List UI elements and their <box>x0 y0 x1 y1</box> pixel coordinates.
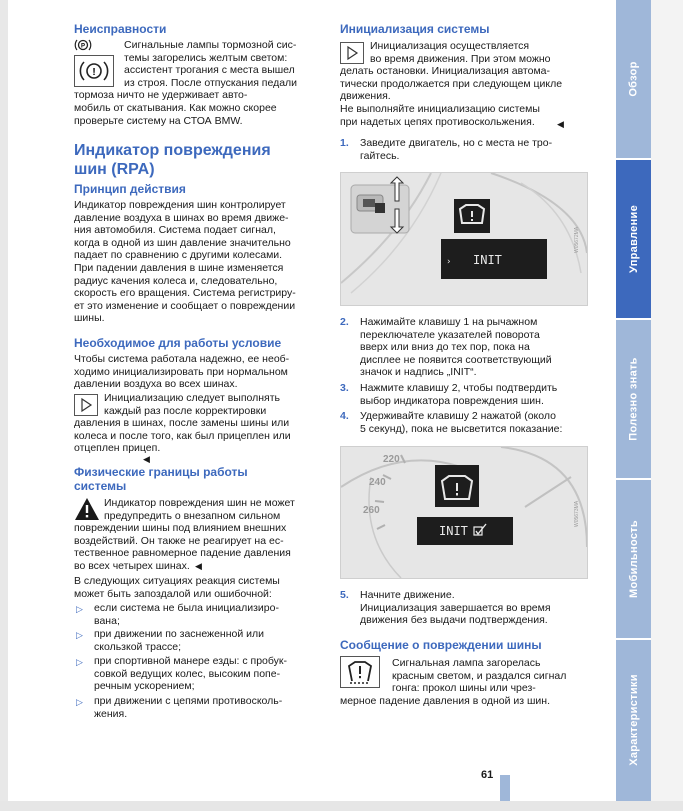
text-line: Индикатор повреждения шин контролирует <box>74 199 286 211</box>
bullet-icon: ▷ <box>76 630 83 640</box>
end-marker-icon: ◀ <box>557 119 564 129</box>
tab-label: Характеристики <box>627 674 640 766</box>
text-line: Нажмите клавишу 2, чтобы подтвердить <box>360 382 558 394</box>
svg-text:!: ! <box>92 67 96 78</box>
note-triangle-icon <box>74 394 98 416</box>
text-line: жения. <box>94 707 128 720</box>
text-line: предупредить о внезапном сильном <box>104 509 281 522</box>
tab-label: Управление <box>627 204 640 274</box>
list-item <box>94 628 324 653</box>
principle-heading: Принцип действия <box>74 182 186 196</box>
text-line: ходимо инициализировать при нормальном <box>74 365 288 378</box>
text-line: Индикатор повреждения шин не может <box>104 497 295 509</box>
text-line: при надетых цепях противоскольжения. <box>340 115 535 128</box>
list-item <box>94 655 324 693</box>
text-line: мерное падение давления в одной из шин. <box>340 694 550 707</box>
page-bottom-edge <box>0 801 683 811</box>
text-line: Сигнальные лампы тормозной сис- <box>124 39 297 51</box>
brake-warning-icon <box>74 55 114 87</box>
text-line: при движении с цепями противосколь- <box>94 695 283 707</box>
tab-controls[interactable] <box>616 160 651 318</box>
tab-useful[interactable] <box>616 320 651 478</box>
text-line: Инициализация завершается во время <box>360 601 551 614</box>
text-line: выбор индикатора повреждения шин. <box>360 394 544 407</box>
warning-triangle-icon <box>74 497 100 521</box>
text-line: При падении давления в шине изменяется <box>74 261 284 274</box>
display-init-text: INIT <box>473 253 502 267</box>
text-line: тормоза ничто не удерживает авто- <box>74 89 248 102</box>
tire-warning-icon <box>340 656 380 688</box>
display-init-text: INIT <box>439 524 468 538</box>
damage-text <box>340 657 592 707</box>
step-1 <box>360 137 590 162</box>
principle-text <box>74 199 324 325</box>
text-line: движения без выдачи подтверждения. <box>360 614 548 627</box>
init-heading: Инициализация системы <box>340 22 490 36</box>
faults-text-bottom <box>74 102 324 127</box>
text-line: может быть запоздалой или ошибочной: <box>74 587 272 600</box>
page-edge <box>0 0 8 811</box>
text-line: тически продолжается при следующем цикле <box>340 77 563 90</box>
tab-overview[interactable] <box>616 0 651 158</box>
bullet-icon: ▷ <box>76 604 83 614</box>
text-line: во время движения. При этом можно <box>370 52 551 65</box>
heading-line: системы <box>74 479 127 493</box>
step-5 <box>360 589 590 627</box>
dashboard-photo-1 <box>340 172 588 306</box>
text-line: речным ускорением; <box>94 680 195 693</box>
condition-text <box>74 353 324 391</box>
tab-label: Обзор <box>627 61 640 97</box>
text-line: отцеплен прицеп. <box>74 442 161 455</box>
text-line: Инициализацию следует выполнять <box>104 392 281 404</box>
text-line: В следующих ситуациях реакция системы <box>74 575 280 587</box>
chapter-tabs <box>616 0 651 801</box>
text-line: движения. <box>340 90 391 103</box>
text-line: значок и надпись „INIT“. <box>360 366 477 379</box>
text-line: во всех четырех шинах. <box>74 559 190 572</box>
text-line: красным светом, и раздался сигнал <box>392 669 567 682</box>
text-line: воздействий. Он также не реагирует на ес- <box>74 534 284 547</box>
step-4 <box>360 410 590 435</box>
text-line: каждый раз после корректировки <box>104 404 267 417</box>
page-gutter <box>651 0 683 811</box>
text-line: вана; <box>94 614 120 627</box>
text-line: из строя. После отпускания педали <box>124 76 298 89</box>
text-line: Инициализация осуществляется <box>370 40 530 52</box>
text-line: радиус качения колеса и, следовательно, <box>74 274 278 287</box>
gauge-label: 240 <box>369 477 386 488</box>
text-line: ассистент трогания с места вышел <box>124 64 295 77</box>
text-line: делать остановки. Инициализация автома- <box>340 65 551 78</box>
page-title <box>74 141 271 179</box>
bullet-icon: ▷ <box>76 657 83 667</box>
step-number: 5. <box>340 589 349 601</box>
list-item <box>94 602 324 627</box>
gauge-label: 260 <box>363 505 380 516</box>
page-number: 61 <box>481 769 494 781</box>
text-line: Сигнальная лампа загорелась <box>392 657 541 669</box>
title-line: шин (RPA) <box>74 161 155 178</box>
text-line: проверьте систему на СТОА BMW. <box>74 114 243 127</box>
dashboard-illustration <box>341 173 587 305</box>
tab-label: Мобильность <box>627 520 640 598</box>
text-line: давление воздуха в шинах во время движе- <box>74 211 289 224</box>
end-marker-icon: ◀ <box>195 561 202 571</box>
text-line: 5 секунд), пока не высветится показание: <box>360 422 563 435</box>
step-2 <box>360 316 590 379</box>
text-line: ет это изменение и сообщает о повреждении <box>74 299 296 312</box>
damage-heading: Сообщение о повреждении шины <box>340 638 542 652</box>
page-number-bar <box>500 775 510 801</box>
text-line: ния автомобиля. Система подает сигнал, <box>74 224 276 237</box>
text-line: мобиль от скатывания. Как можно скорее <box>74 102 277 114</box>
init-note <box>340 40 590 128</box>
text-line: падает по сравнению с другими колесами. <box>74 249 283 262</box>
text-line: гонга: прокол шины или чрез- <box>392 682 536 695</box>
text-line: Нажимайте клавишу 1 на рычажном <box>360 316 538 328</box>
end-marker-icon: ◀ <box>143 454 150 464</box>
text-line: давления в шинах, после замены шины или <box>74 417 290 430</box>
text-line: шины. <box>74 312 105 325</box>
step-3 <box>360 382 590 407</box>
faults-heading: Неисправности <box>74 22 167 36</box>
text-line: скользкой трассе; <box>94 640 182 653</box>
svg-text:›: › <box>447 257 451 267</box>
text-line: гайтесь. <box>360 149 400 162</box>
limits-warning <box>74 497 326 573</box>
text-line: тественное равномерное падение давления <box>74 547 291 560</box>
dashboard-photo-2 <box>340 446 588 579</box>
step-number: 3. <box>340 382 349 394</box>
text-line: Удерживайте клавишу 2 нажатой (около <box>360 410 556 422</box>
condition-heading: Необходимое для работы условие <box>74 336 282 350</box>
faults-text-top <box>74 39 324 102</box>
tab-specifications[interactable] <box>616 640 651 800</box>
gauge-label: 220 <box>383 454 400 465</box>
tab-label: Полезно знать <box>627 357 640 441</box>
text-line: вверх или вниз до тех пор, пока на <box>360 341 530 354</box>
limits-heading <box>74 465 248 493</box>
photo-code: W05672MA <box>574 226 580 253</box>
step-number: 4. <box>340 410 349 422</box>
text-line: дисплее не появится соответствующий <box>360 353 552 366</box>
step-number: 2. <box>340 316 349 328</box>
text-line: колеса и после того, как был прицеплен или <box>74 429 291 442</box>
text-line: Начните движение. <box>360 589 455 601</box>
text-line: темы загорелись желтым светом: <box>124 51 288 64</box>
title-line: Индикатор повреждения <box>74 142 271 159</box>
text-line: повреждении шины под влиянием внешних <box>74 522 287 535</box>
text-line: Чтобы система работала надежно, ее необ- <box>74 353 290 365</box>
text-line: при спортивной манере езды: с пробук- <box>94 655 288 667</box>
text-line: при движении по заснеженной или <box>94 628 264 640</box>
note-triangle-icon <box>340 42 364 64</box>
condition-note <box>74 392 326 455</box>
text-line: скорость его вращения. Система регистриру- <box>74 287 296 300</box>
brake-small-icon <box>74 38 92 52</box>
text-line: совкой ведущих колес, высоким попе- <box>94 667 281 680</box>
tab-mobility[interactable] <box>616 480 651 638</box>
text-line: если система не была инициализиро- <box>94 602 279 614</box>
text-line: Не выполняйте инициализацию системы <box>340 102 540 115</box>
step-number: 1. <box>340 137 349 149</box>
photo-code: W05673MA <box>574 500 580 527</box>
svg-text:P: P <box>80 43 86 50</box>
heading-line: Физические границы работы <box>74 465 248 479</box>
text-line: переключателе указателей поворота <box>360 328 540 341</box>
text-line: давлении воздуха во всех шинах. <box>74 378 238 391</box>
text-line: Заведите двигатель, но с места не тро- <box>360 137 553 149</box>
text-line: когда в одной из шин давление значительно <box>74 236 291 249</box>
limits-intro <box>74 575 324 600</box>
bullet-icon: ▷ <box>76 697 83 707</box>
list-item <box>94 695 324 720</box>
